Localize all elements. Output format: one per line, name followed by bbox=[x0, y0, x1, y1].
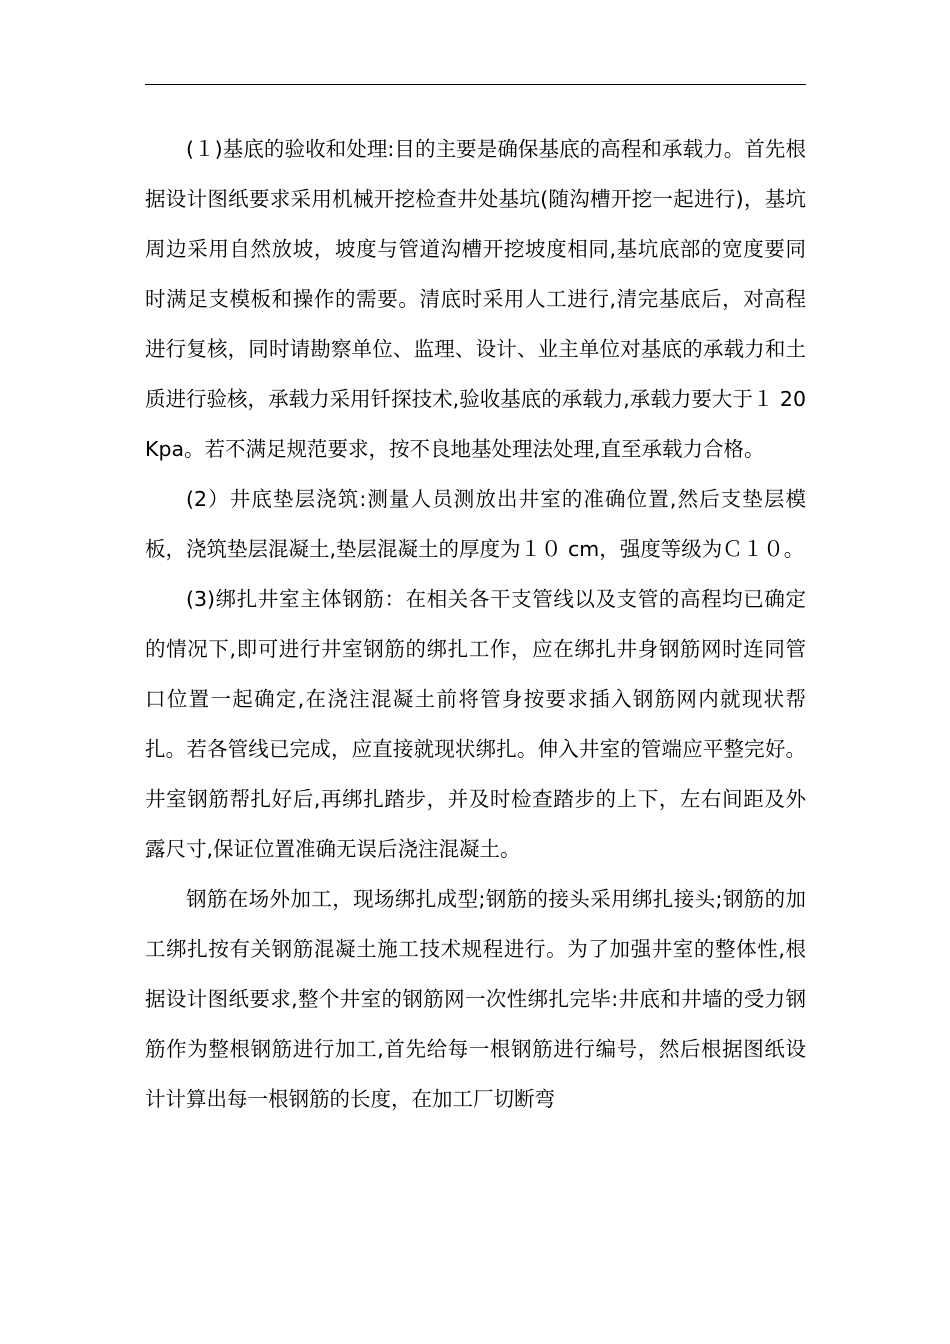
paragraph-rebar-binding: (3)绑扎井室主体钢筋：在相关各干支管线以及支管的高程均已确定的情况下,即可进行井室钢筋的绑扎工作，应在绑扎井身钢筋网时连同管口位置一起确定,在浇注混凝土前将管身按要求插入钢筋网内就现状帮扎。若各管线已完成，应直接就现状绑扎。伸入井室的管端应平整完好。井室钢筋帮扎好后,再绑扎踏步，并及时检查踏步的上下，左右间距及外露尺寸,保证位置准确无误后浇注混凝土。 bbox=[145, 587, 806, 861]
paragraph-foundation-acceptance: (１)基底的验收和处理:目的主要是确保基底的高程和承载力。首先根据设计图纸要求采用机械开挖检查井处基坑(随沟槽开挖一起进行)，基坑周边采用自然放坡，坡度与管道沟槽开挖坡度相同,基坑底部的宽度要同时满足支模板和操作的需要。清底时采用人工进行,清完基底后，对高程进行复核，同时请勘察单位、监理、设计、业主单位对基底的承载力和土质进行验核，承载力采用钎探技术,验收基底的承载力,承载力要大于１ 20Kpa。若不满足规范要求，按不良地基处理法处理,直至承载力合格。 bbox=[145, 137, 806, 461]
header-rule bbox=[145, 84, 806, 85]
paragraph-rebar-processing: 钢筋在场外加工，现场绑扎成型;钢筋的接头采用绑扎接头;钢筋的加工绑扎按有关钢筋混凝土施工技术规程进行。为了加强井室的整体性,根据设计图纸要求,整个井室的钢筋网一次性绑扎完毕:井底和井墙的受力钢筋作为整根钢筋进行加工,首先给每一根钢筋进行编号，然后根据图纸设计计算出每一根钢筋的长度，在加工厂切断弯 bbox=[145, 887, 806, 1111]
paragraph-cushion-pouring: (2）井底垫层浇筑:测量人员测放出井室的准确位置,然后支垫层模板，浇筑垫层混凝土,垫层混凝土的厚度为１０ cm，强度等级为Ｃ１０。 bbox=[145, 487, 806, 561]
body-text bbox=[145, 124, 806, 1124]
